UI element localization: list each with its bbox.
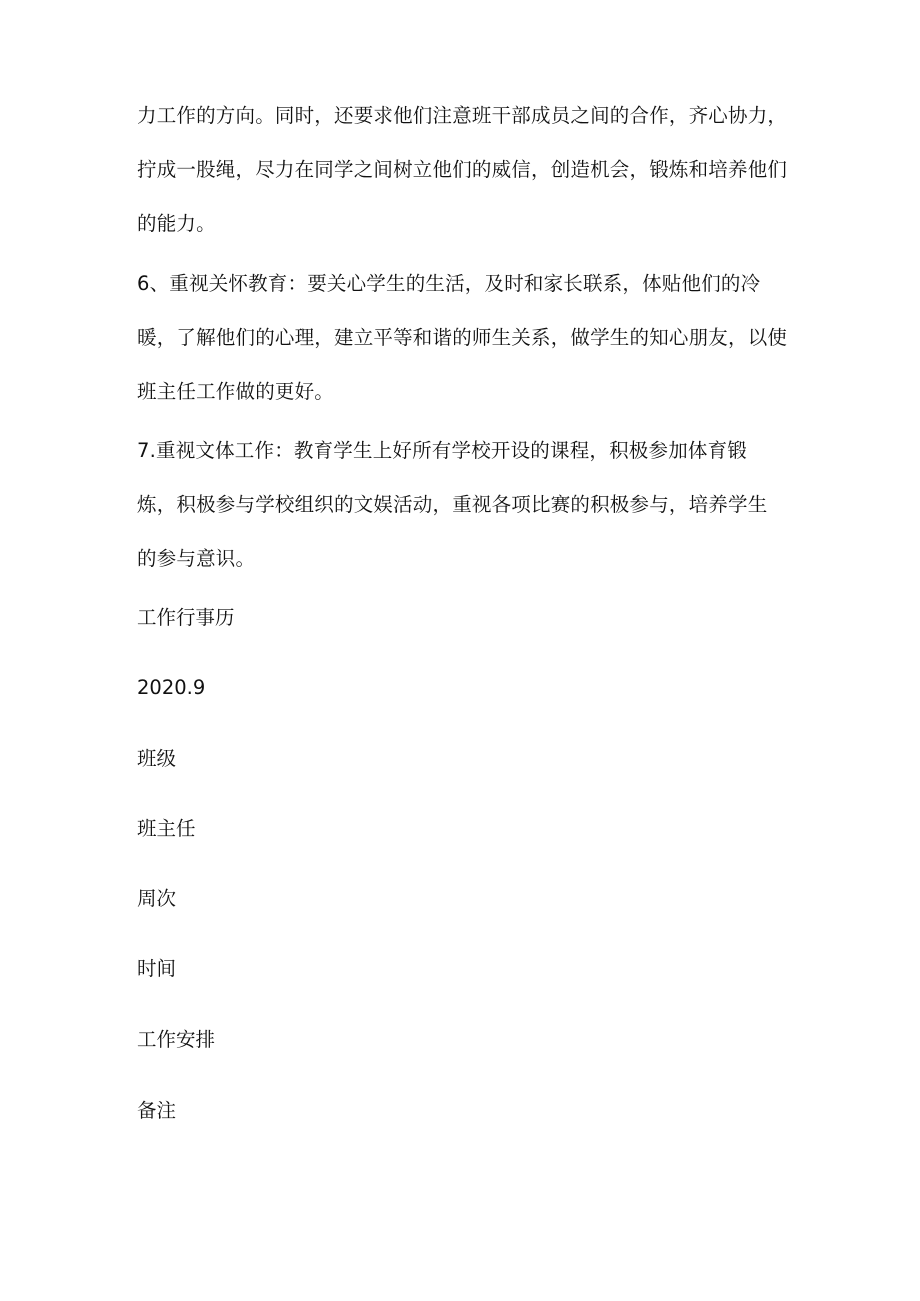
paragraph-line: 力工作的方向。同时，还要求他们注意班干部成员之间的合作，齐心协力，	[137, 104, 788, 127]
label-head-teacher: 班主任	[137, 817, 196, 840]
label-work-arrangement: 工作安排	[137, 1028, 216, 1051]
paragraph-sports-arts	[137, 436, 797, 598]
paragraph-line: 6、重视关怀教育：要关心学生的生活，及时和家长联系，体贴他们的冷	[137, 272, 761, 295]
paragraph-line: 班主任工作做的更好。	[137, 380, 335, 403]
label-time: 时间	[137, 957, 177, 980]
paragraph-care-education	[137, 269, 797, 431]
paragraph-line: 的能力。	[137, 212, 216, 235]
paragraph-line: 的参与意识。	[137, 547, 256, 570]
paragraph-line: 炼，积极参与学校组织的文娱活动，重视各项比赛的积极参与，培养学生	[137, 493, 768, 516]
paragraph-line: 暖，了解他们的心理，建立平等和谐的师生关系，做学生的知心朋友，以使	[137, 326, 788, 349]
label-class: 班级	[137, 747, 177, 770]
label-remarks: 备注	[137, 1099, 177, 1122]
label-week: 周次	[137, 887, 177, 910]
paragraph-line: 拧成一股绳，尽力在同学之间树立他们的威信，创造机会，锻炼和培养他们	[137, 158, 788, 181]
calendar-date: 2020.9	[137, 676, 206, 699]
paragraph-class-cadre	[137, 101, 797, 263]
paragraph-line: 7.重视文体工作：教育学生上好所有学校开设的课程，积极参加体育锻	[137, 439, 748, 462]
calendar-title: 工作行事历	[137, 606, 235, 629]
